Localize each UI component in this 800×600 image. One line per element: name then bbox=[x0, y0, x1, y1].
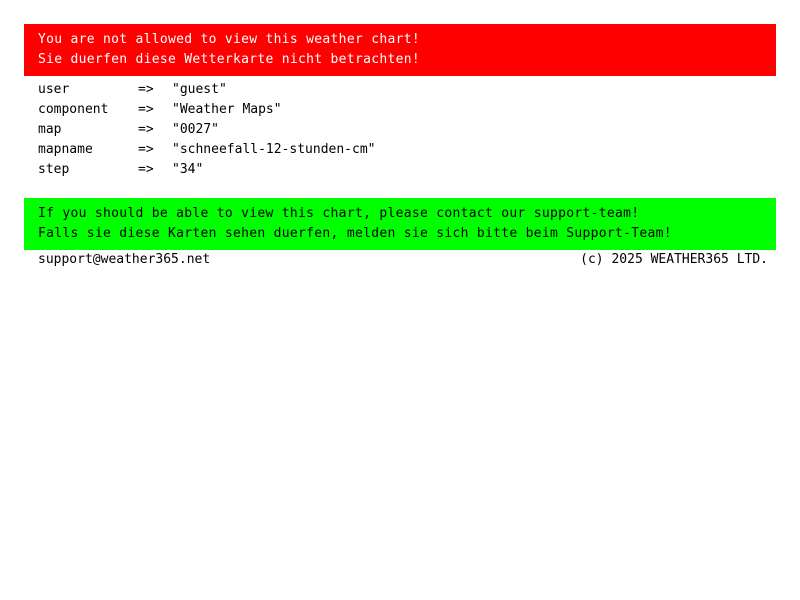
detail-key-user: user bbox=[38, 82, 70, 97]
detail-value-user: "guest" bbox=[172, 82, 227, 97]
detail-key-map: map bbox=[38, 122, 62, 137]
detail-arrow-mapname: => bbox=[138, 142, 154, 157]
detail-row-mapname bbox=[38, 140, 758, 160]
detail-value-step: "34" bbox=[172, 162, 204, 177]
footer bbox=[38, 250, 768, 270]
detail-value-map: "0027" bbox=[172, 122, 219, 137]
error-message-de: Sie duerfen diese Wetterkarte nicht betrachten! bbox=[38, 52, 420, 67]
support-banner bbox=[24, 198, 776, 250]
support-message-de: Falls sie diese Karten sehen duerfen, melden sie sich bitte beim Support-Team! bbox=[38, 226, 672, 241]
error-message-en: You are not allowed to view this weather chart! bbox=[38, 32, 420, 47]
detail-key-mapname: mapname bbox=[38, 142, 93, 157]
detail-row-map bbox=[38, 120, 758, 140]
error-banner bbox=[24, 24, 776, 76]
support-message-en: If you should be able to view this chart, please contact our support-team! bbox=[38, 206, 640, 221]
detail-row-user bbox=[38, 80, 758, 100]
copyright-notice: (c) 2025 WEATHER365 LTD. bbox=[580, 252, 768, 267]
detail-value-component: "Weather Maps" bbox=[172, 102, 282, 117]
detail-row-step bbox=[38, 160, 758, 180]
detail-key-step: step bbox=[38, 162, 70, 177]
detail-arrow-step: => bbox=[138, 162, 154, 177]
detail-key-component: component bbox=[38, 102, 109, 117]
support-email-link[interactable]: support@weather365.net bbox=[38, 252, 211, 267]
detail-arrow-component: => bbox=[138, 102, 154, 117]
detail-arrow-user: => bbox=[138, 82, 154, 97]
request-details bbox=[38, 80, 758, 180]
detail-arrow-map: => bbox=[138, 122, 154, 137]
detail-row-component bbox=[38, 100, 758, 120]
detail-value-mapname: "schneefall-12-stunden-cm" bbox=[172, 142, 376, 157]
